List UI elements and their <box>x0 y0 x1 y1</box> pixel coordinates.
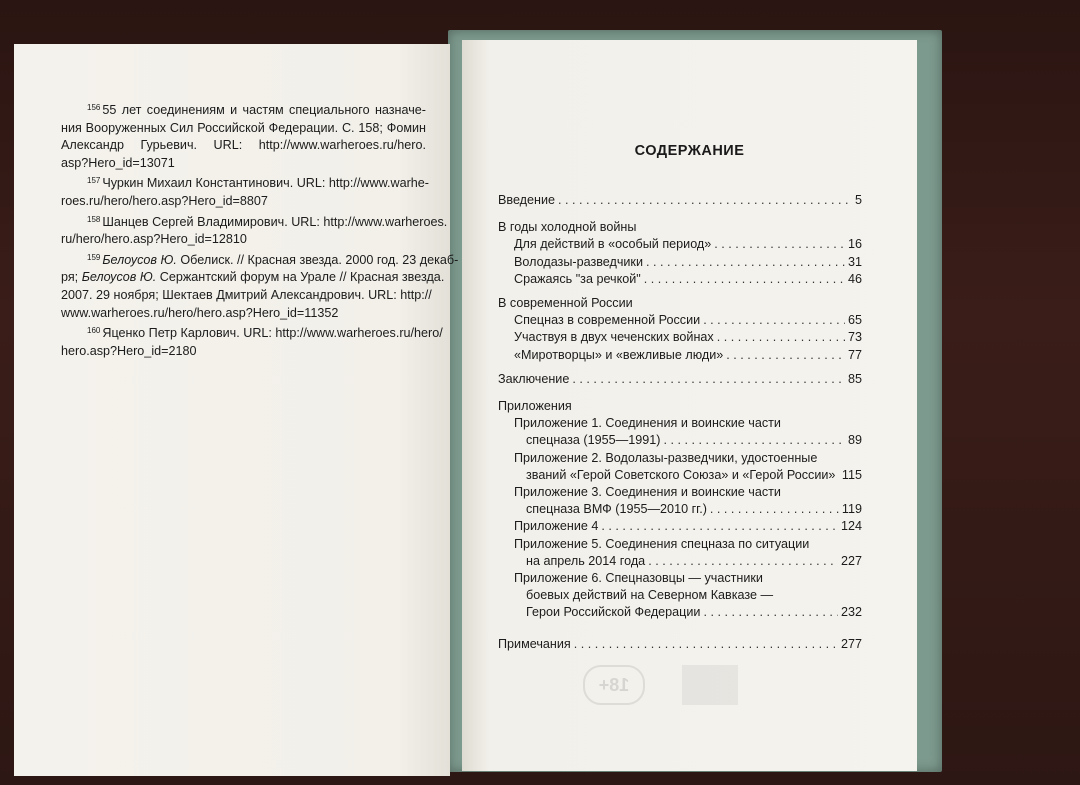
footnote-number: 159 <box>87 252 101 262</box>
toc-leader-dots <box>572 371 845 388</box>
toc-page-number: 46 <box>847 271 862 286</box>
toc-leader-dots <box>714 236 845 253</box>
footnote-number: 158 <box>87 214 101 224</box>
footnote-text: Обелиск. // Красная звезда. 2000 год. 23 декаб- <box>176 252 459 267</box>
toc-leader-dots <box>726 347 845 364</box>
footnote-number: 156 <box>87 103 101 112</box>
toc-page-number: 277 <box>840 636 862 651</box>
toc-entry-label: Введение <box>498 193 556 207</box>
toc-entry[interactable] <box>498 501 862 518</box>
footnote-text: 55 лет соединениям и частям специального назначе- <box>102 103 426 117</box>
footnote-text: Сержантский форум на Урале // Красная звезда. <box>156 270 445 285</box>
toc-entry-label: спецназа ВМФ (1955—2010 гг.) <box>526 502 707 517</box>
toc-leader-dots <box>717 329 845 346</box>
toc-entry-line[interactable] <box>498 587 862 604</box>
toc-page-number: 65 <box>847 313 862 328</box>
toc-entry-label: Приложение 1. Соединения и воинские части <box>514 416 781 431</box>
toc-entry-line[interactable] <box>498 450 862 467</box>
toc-entry-label: Володазы-разведчики <box>514 254 643 269</box>
toc-page-number: 119 <box>841 502 862 517</box>
toc-leader-dots <box>646 254 845 271</box>
footnote-text: asp?Hero_id=13071 <box>61 155 175 170</box>
toc-page-number: 85 <box>847 371 862 386</box>
toc-entry-label: Для действий в «особый период» <box>514 237 712 252</box>
toc-entry-label: спецназа (1955—1991) <box>526 433 661 448</box>
toc-entry-label: Приложение 3. Соединения и воинские части <box>514 485 781 500</box>
toc-entry-line[interactable] <box>498 484 862 501</box>
toc-page-number: 232 <box>840 605 862 620</box>
toc-entry[interactable] <box>498 236 862 253</box>
footnote-158 <box>61 211 448 249</box>
toc-entry[interactable] <box>498 347 862 364</box>
toc-entry-line[interactable] <box>498 570 862 587</box>
toc-entry-label: Сражаясь "за речкой" <box>514 271 641 286</box>
toc-entry-label: боевых действий на Северном Кавказе — <box>526 588 774 603</box>
toc-entry-label: «Миротворцы» и «вежливые люди» <box>514 347 724 362</box>
footnote-157 <box>61 172 429 210</box>
toc-leader-dots <box>663 432 845 449</box>
toc-leader-dots <box>574 636 838 653</box>
footnote-text: hero.asp?Hero_id=2180 <box>61 343 197 358</box>
toc-leader-dots <box>601 518 838 535</box>
footnote-text: Шанцев Сергей Владимирович. URL: http://www.warheroes. <box>102 214 448 229</box>
toc-entry-intro[interactable] <box>498 192 862 209</box>
toc-section-heading: В годы холодной войны <box>498 220 637 235</box>
toc-entry-label: Заключение <box>498 371 570 386</box>
toc-leader-dots <box>838 467 839 484</box>
toc-entry[interactable] <box>498 271 862 288</box>
toc-entry-label: званий «Герой Советского Союза» и «Герой России» <box>526 467 836 482</box>
toc-entry-label: Приложение 4 <box>514 519 599 534</box>
toc-page-number: 16 <box>847 237 862 252</box>
toc-entry[interactable] <box>498 467 862 484</box>
toc-entry-label: на апрель 2014 года <box>526 553 646 568</box>
table-of-contents <box>498 192 862 653</box>
toc-entry-label: Герои Российской Федерации <box>526 605 701 620</box>
toc-entry[interactable] <box>498 518 862 535</box>
toc-page-number: 89 <box>847 433 862 448</box>
footnote-156 <box>61 99 426 172</box>
toc-section-heading: В современной России <box>498 296 633 311</box>
toc-entry-label: Примечания <box>498 636 571 651</box>
toc-page-number: 77 <box>847 347 862 362</box>
author-name: Белоусов Ю. <box>102 252 177 267</box>
toc-page-number: 115 <box>841 467 862 482</box>
footnote-number: 160 <box>87 326 101 336</box>
footnote-text: www.warheroes.ru/hero/hero.asp?Hero_id=11352 <box>61 305 339 320</box>
toc-entry-line[interactable] <box>498 536 862 553</box>
footnote-number: 157 <box>87 176 101 186</box>
toc-entry-line[interactable] <box>498 415 862 432</box>
footnote-text: 2007. 29 ноября; Шектаев Дмитрий Александрович. URL: http:// <box>61 287 432 302</box>
footnote-text: Чуркин Михаил Константинович. URL: http://www.warhe- <box>102 176 429 191</box>
toc-entry-label: Приложение 2. Водолазы-разведчики, удостоенные <box>514 450 818 465</box>
footnote-text: ния Вооруженных Сил Российской Федерации. С. 158; Фомин <box>61 120 426 135</box>
age-rating-badge: 18+ <box>583 665 645 705</box>
toc-entry[interactable] <box>498 432 862 449</box>
toc-entry-label: Спецназ в современной России <box>514 313 701 328</box>
toc-entry[interactable] <box>498 254 862 271</box>
footnote-text: roes.ru/hero/hero.asp?Hero_id=8807 <box>61 193 268 208</box>
footnote-160 <box>61 322 443 360</box>
toc-entry-label: Участвуя в двух чеченских войнах <box>514 330 714 345</box>
toc-entry[interactable] <box>498 553 862 570</box>
footnotes <box>61 99 459 360</box>
toc-entry-label: Приложение 5. Соединения спецназа по ситуации <box>514 536 810 551</box>
footnote-text: Яценко Петр Карлович. URL: http://www.warheroes.ru/hero/ <box>102 326 443 341</box>
footnote-text: ря; <box>61 270 82 285</box>
footnote-text: ru/hero/hero.asp?Hero_id=12810 <box>61 232 247 247</box>
toc-leader-dots <box>710 501 839 518</box>
toc-page-number: 31 <box>847 254 862 269</box>
toc-page-number: 227 <box>840 553 862 568</box>
toc-leader-dots <box>703 312 845 329</box>
bleed-through-stamp <box>682 665 738 705</box>
toc-page-number: 73 <box>847 330 862 345</box>
toc-leader-dots <box>648 553 838 570</box>
toc-entry[interactable] <box>498 312 862 329</box>
toc-leader-dots <box>703 604 838 621</box>
toc-entry-label: Приложение 6. Спецназовцы — участники <box>514 571 763 586</box>
toc-entry-notes[interactable] <box>498 636 862 653</box>
footnote-text: Александр Гурьевич. URL: http://www.warheroes.ru/hero. <box>61 138 426 153</box>
toc-title: СОДЕРЖАНИЕ <box>634 143 745 159</box>
toc-page-number: 124 <box>840 519 862 534</box>
footnote-159 <box>61 249 459 322</box>
toc-entry[interactable] <box>498 604 862 621</box>
toc-entry[interactable] <box>498 329 862 346</box>
toc-section-heading: Приложения <box>498 399 572 414</box>
toc-leader-dots <box>644 271 845 288</box>
toc-entry-conclusion[interactable] <box>498 371 862 388</box>
author-name: Белоусов Ю. <box>81 270 157 285</box>
toc-leader-dots <box>558 192 852 209</box>
toc-page-number: 5 <box>854 193 862 207</box>
